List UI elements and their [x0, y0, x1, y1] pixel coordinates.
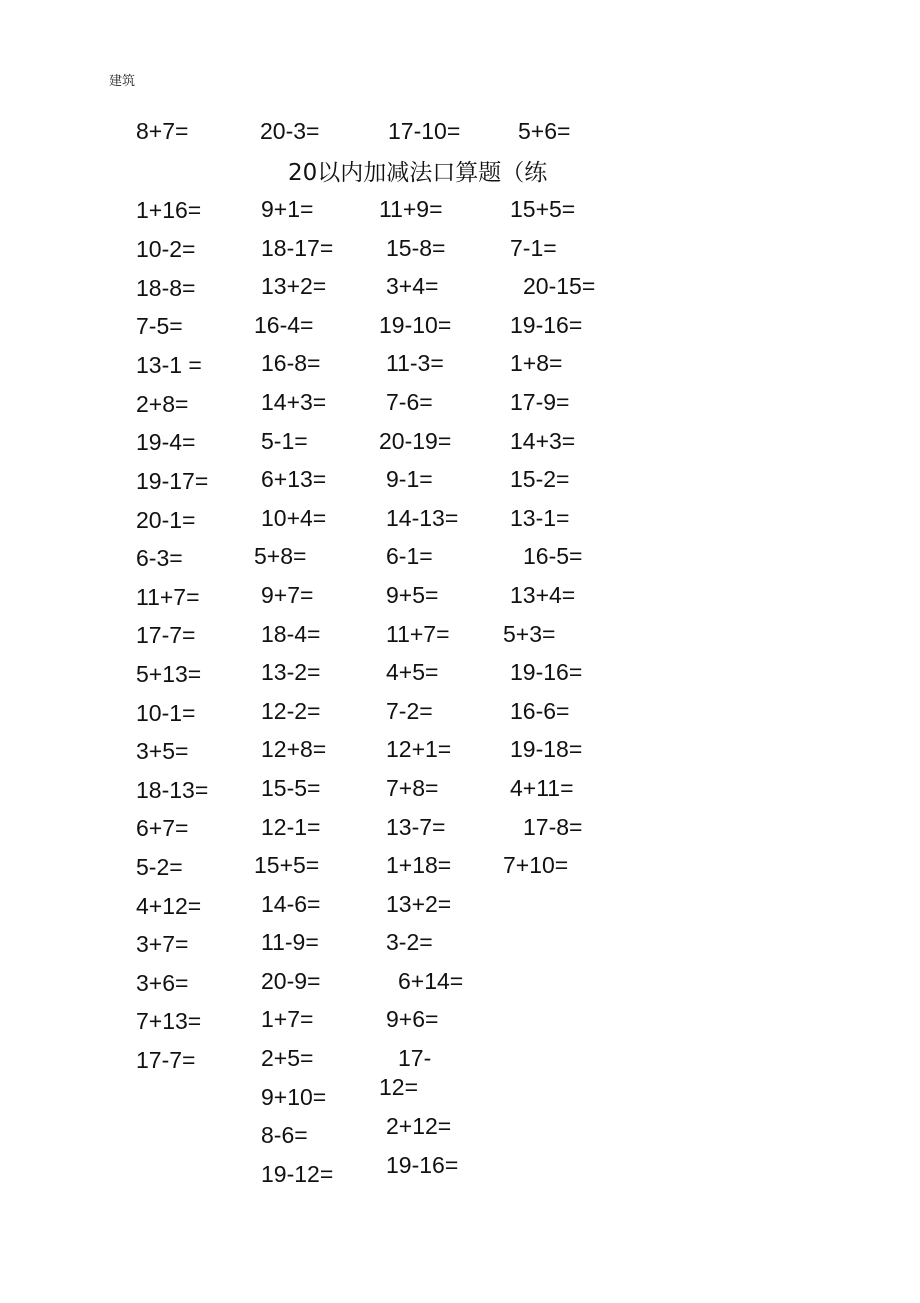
problem-col1: 19-4=: [136, 429, 196, 455]
problem-col3: 11-3=: [386, 350, 444, 376]
top-row-problem: 5+6=: [518, 118, 571, 144]
problem-col2: 13+2=: [261, 273, 327, 299]
problem-col2: 1+7=: [261, 1006, 314, 1032]
problem-col3: 2+12=: [386, 1113, 452, 1139]
problem-col2: 19-12=: [261, 1161, 334, 1187]
problem-col2: 13-2=: [261, 659, 321, 685]
problem-col2: 9+10=: [261, 1084, 327, 1110]
problem-col2: 2+5=: [261, 1045, 314, 1071]
top-row-problem: 17-10=: [388, 118, 461, 144]
problem-col3: 13-7=: [386, 814, 446, 840]
problem-col2: 14+3=: [261, 389, 327, 415]
problem-col2: 18-4=: [261, 621, 321, 647]
problem-col2: 18-17=: [261, 235, 334, 261]
problem-col1: 6-3=: [136, 545, 183, 571]
problem-col4: 20-15=: [523, 273, 596, 299]
problem-col2: 5-1=: [261, 428, 308, 454]
problem-col2: 12+8=: [261, 736, 327, 762]
problem-col1: 18-13=: [136, 777, 209, 803]
problem-col4: 17-8=: [523, 814, 583, 840]
problem-col4: 13+4=: [510, 582, 576, 608]
problem-col3: 12=: [379, 1074, 419, 1100]
problem-col4: 17-9=: [510, 389, 570, 415]
problem-col3: 19-10=: [379, 312, 452, 338]
problem-col4: 16-5=: [523, 543, 583, 569]
top-row-problem: 20-3=: [260, 118, 320, 144]
problem-col1: 3+6=: [136, 970, 189, 996]
problem-col4: 15-2=: [510, 466, 570, 492]
problem-col4: 5+3=: [503, 621, 556, 647]
problem-col2: 12-1=: [261, 814, 321, 840]
problem-col2: 9+1=: [261, 196, 314, 222]
problem-col4: 19-16=: [510, 659, 583, 685]
problem-col2: 16-4=: [254, 312, 314, 338]
problem-col2: 6+13=: [261, 466, 327, 492]
problem-col1: 19-17=: [136, 468, 209, 494]
problem-col4: 14+3=: [510, 428, 576, 454]
problem-col3: 19-16=: [386, 1152, 459, 1178]
problem-col2: 14-6=: [261, 891, 321, 917]
problem-col2: 15+5=: [254, 852, 320, 878]
problem-col2: 8-6=: [261, 1122, 308, 1148]
problem-col3: 7-6=: [386, 389, 433, 415]
problem-col3: 9-1=: [386, 466, 433, 492]
problem-col2: 5+8=: [254, 543, 307, 569]
problem-col3: 17-: [398, 1045, 432, 1071]
problem-col4: 15+5=: [510, 196, 576, 222]
problem-col3: 14-13=: [386, 505, 459, 531]
problem-col2: 10+4=: [261, 505, 327, 531]
problem-col1: 7+13=: [136, 1008, 202, 1034]
problem-col4: 7+10=: [503, 852, 569, 878]
problem-col3: 11+9=: [379, 196, 443, 222]
problem-col3: 7-2=: [386, 698, 433, 724]
problem-col4: 19-16=: [510, 312, 583, 338]
problem-col3: 6-1=: [386, 543, 433, 569]
problem-col3: 3+4=: [386, 273, 439, 299]
problem-col2: 20-9=: [261, 968, 321, 994]
problem-col1: 5-2=: [136, 854, 183, 880]
problem-col3: 9+5=: [386, 582, 439, 608]
problem-col2: 15-5=: [261, 775, 321, 801]
problem-col1: 3+7=: [136, 931, 189, 957]
problem-col1: 10-2=: [136, 236, 196, 262]
problem-col2: 12-2=: [261, 698, 321, 724]
problem-col1: 1+16=: [136, 197, 202, 223]
problem-col1: 13-1 =: [136, 352, 202, 378]
problem-col2: 11-9=: [261, 929, 319, 955]
problem-col1: 17-7=: [136, 1047, 196, 1073]
problem-col3: 13+2=: [386, 891, 452, 917]
problem-col2: 16-8=: [261, 350, 321, 376]
problem-col3: 9+6=: [386, 1006, 439, 1032]
problem-col3: 4+5=: [386, 659, 439, 685]
problem-col4: 13-1=: [510, 505, 570, 531]
problem-col3: 11+7=: [386, 621, 450, 647]
problem-col3: 7+8=: [386, 775, 439, 801]
problem-col1: 18-8=: [136, 275, 196, 301]
problem-col1: 5+13=: [136, 661, 202, 687]
problem-col3: 12+1=: [386, 736, 452, 762]
problem-col4: 7-1=: [510, 235, 557, 261]
problem-col3: 3-2=: [386, 929, 433, 955]
problem-col1: 2+8=: [136, 391, 189, 417]
problem-col4: 16-6=: [510, 698, 570, 724]
problem-col1: 3+5=: [136, 738, 189, 764]
page-title: 20以内加减法口算题（练: [288, 160, 548, 186]
problem-col4: 19-18=: [510, 736, 583, 762]
problem-col1: 6+7=: [136, 815, 189, 841]
problem-col1: 7-5=: [136, 313, 183, 339]
top-row-problem: 8+7=: [136, 118, 189, 144]
problem-col2: 9+7=: [261, 582, 314, 608]
problem-col3: 6+14=: [398, 968, 464, 994]
problem-col3: 15-8=: [386, 235, 446, 261]
problem-col1: 20-1=: [136, 507, 196, 533]
problem-col1: 11+7=: [136, 584, 200, 610]
problem-col4: 1+8=: [510, 350, 563, 376]
problem-col3: 1+18=: [386, 852, 452, 878]
problem-col4: 4+11=: [510, 775, 574, 801]
problem-col1: 10-1=: [136, 700, 196, 726]
problem-col3: 20-19=: [379, 428, 452, 454]
header-label: 建筑: [109, 74, 136, 89]
problem-col1: 17-7=: [136, 622, 196, 648]
problem-col1: 4+12=: [136, 893, 202, 919]
